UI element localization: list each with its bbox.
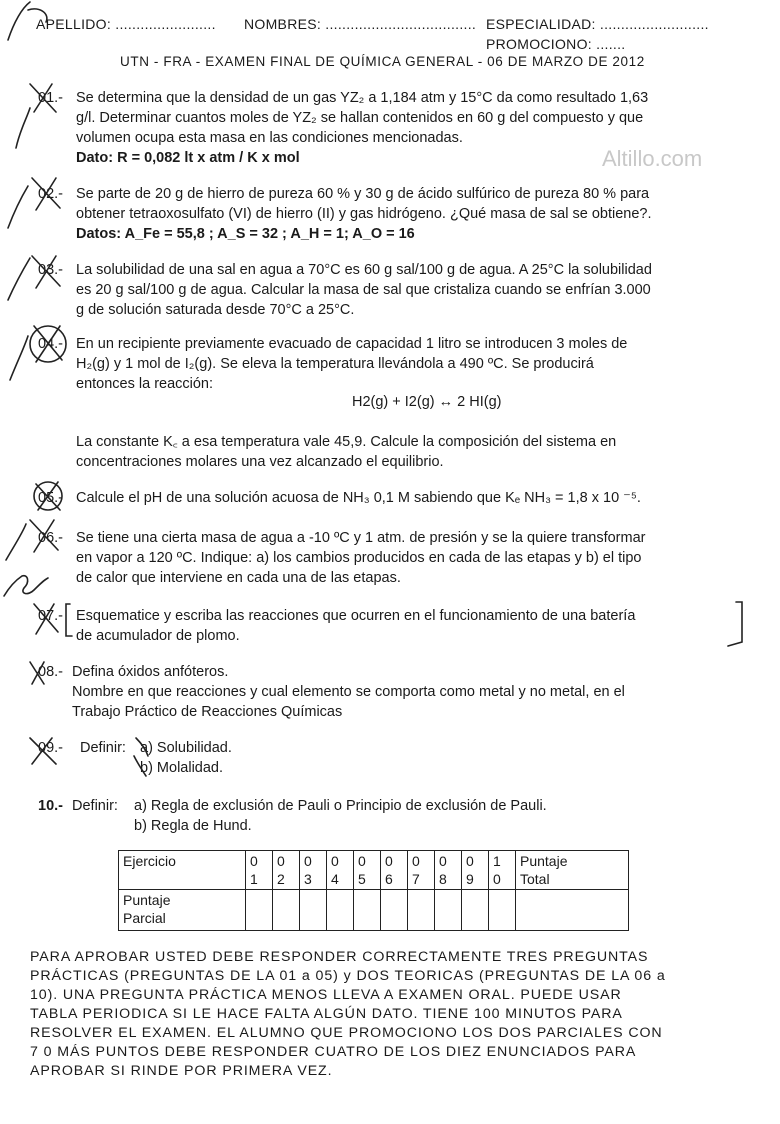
text-line: Esquematice y escriba las reacciones que ocurren en el funcionamiento de una batería	[76, 608, 636, 624]
question-number: 02.-	[38, 186, 63, 202]
promociono-field-label: PROMOCIONO: .......	[486, 36, 626, 52]
text-line: b) Regla de Hund.	[134, 818, 252, 834]
text-line: en vapor a 120 ºC. Indique: a) los cambios producidos en cada de las etapas y b) el tipo	[76, 550, 642, 566]
text-line: La constante K꜀ a esa temperatura vale 45,9. Calcule la composición del sistema en	[76, 434, 617, 450]
cross-mark-1	[30, 84, 56, 112]
question-number: 05.-	[38, 490, 63, 506]
cross-mark-6	[30, 520, 58, 552]
text-line: En un recipiente previamente evacuado de capacidad 1 litro se introducen 3 moles de	[76, 336, 628, 352]
text-line: g de solución saturada desde 70°C a 25°C.	[76, 302, 355, 318]
text-line: entonces la reacción:	[76, 376, 214, 392]
question-number: 10.-	[38, 798, 63, 814]
text-line: Trabajo Práctico de Reacciones Químicas	[72, 704, 343, 720]
partial-score-label: Puntaje Parcial	[119, 890, 246, 931]
cross-mark-7	[34, 604, 58, 634]
text-line: Calcule el pH de una solución acuosa de NH₃ 0,1 M sabiendo que Kₑ NH₃ = 1,8 x 10 ⁻⁵.	[76, 490, 641, 506]
exam-title: UTN - FRA - EXAMEN FINAL DE QUÍMICA GENERAL - 06 DE MARZO DE 2012	[120, 54, 645, 69]
text-line: volumen ocupa esta masa en las condiciones mencionadas.	[76, 130, 463, 146]
instruction-line: TABLA PERIODICA SI LE HACE FALTA ALGÚN DATO. TIENE 100 MINUTOS PARA	[30, 1006, 623, 1022]
question-1-data: Dato: R = 0,082 lt x atm / K x mol	[76, 150, 300, 166]
exercise-cell: 0 9	[462, 851, 489, 890]
text-line: Se parte de 20 g de hierro de pureza 60 % y 30 g de ácido sulfúrico de pureza 80 % para	[76, 186, 650, 202]
text-line: es 20 g sal/100 g de agua. Calcular la masa de sal que cristaliza cuando se enfrían 3.000	[76, 282, 651, 298]
cross-mark-9	[30, 738, 56, 764]
question-number: 03.-	[38, 262, 63, 278]
table-header-cell: Ejercicio	[119, 851, 246, 890]
text-line: La solubilidad de una sal en agua a 70°C es 60 g sal/100 g de agua. A 25°C la solubilidad	[76, 262, 652, 278]
exercise-cell: 0 2	[273, 851, 300, 890]
exercise-cell: 0 6	[381, 851, 408, 890]
exercise-cell: 0 8	[435, 851, 462, 890]
text-line: Se tiene una cierta masa de agua a -10 ºC y 1 atm. de presión y se la quiere transformar	[76, 530, 646, 546]
instruction-line: RESOLVER EL EXAMEN. EL ALUMNO QUE PROMOCIONO LOS DOS PARCIALES CON	[30, 1025, 663, 1041]
exercise-cell: 0 1	[246, 851, 273, 890]
question-9-label: Definir:	[80, 740, 126, 756]
cross-mark-8	[30, 662, 44, 684]
text-line: obtener tetraoxosulfato (VI) de hierro (II) y gas hidrógeno. ¿Qué masa de sal se obtiene?.	[76, 206, 652, 222]
question-number: 06.-	[38, 530, 63, 546]
text-line: a) Regla de exclusión de Pauli o Principio de exclusión de Pauli.	[134, 798, 547, 814]
question-number: 01.-	[38, 90, 63, 106]
instruction-line: PRÁCTICAS (PREGUNTAS DE LA 01 a 05) y DOS TEORICAS (PREGUNTAS DE LA 06 a	[30, 968, 666, 984]
reaction-equation: H2(g) + I2(g) ↔ 2 HI(g)	[352, 394, 502, 410]
text-line: b) Molalidad.	[140, 760, 224, 776]
text-line: Nombre en que reacciones y cual elemento se comporta como metal y no metal, en el	[72, 684, 625, 700]
question-number: 07.-	[38, 608, 63, 624]
text-line: concentraciones molares una vez alcanzado el equilibrio.	[76, 454, 444, 470]
question-number: 04.-	[38, 336, 63, 352]
text-line: a) Solubilidad.	[140, 740, 232, 756]
exercise-cell: 0 7	[408, 851, 435, 890]
exercise-cell: 1 0	[489, 851, 516, 890]
instruction-line: 10). UNA PREGUNTA PRÁCTICA MENOS LLEVA A EXAMEN ORAL. PUEDE USAR	[30, 987, 622, 1003]
nombres-field-label: NOMBRES: ....................................	[244, 16, 477, 32]
question-number: 09.-	[38, 740, 63, 756]
question-10-label: Definir:	[72, 798, 118, 814]
instruction-line: PARA APROBAR USTED DEBE RESPONDER CORRECTAMENTE TRES PREGUNTAS	[30, 949, 649, 965]
exercise-cell: 0 3	[300, 851, 327, 890]
cross-mark-3	[32, 256, 60, 288]
text-line: g/l. Determinar cuantos moles de YZ₂ se hallan contenidos en 60 g del compuesto y que	[76, 110, 644, 126]
text-line: H₂(g) y 1 mol de I₂(g). Se eleva la temperatura llevándola a 490 ºC. Se producirá	[76, 356, 594, 372]
watermark-logo: Altillo.com	[602, 146, 703, 171]
text-line: de calor que interviene en cada una de las etapas.	[76, 570, 401, 586]
exercise-cell: 0 5	[354, 851, 381, 890]
cross-mark-2	[32, 178, 60, 210]
especialidad-field-label: ESPECIALIDAD: ..........................	[486, 16, 709, 32]
apellido-field-label: APELLIDO: ........................	[36, 16, 216, 32]
instruction-line: APROBAR SI RINDE POR PRIMERA VEZ.	[30, 1063, 333, 1079]
text-line: Defina óxidos anfóteros.	[72, 664, 229, 680]
question-2-data: Datos: A_Fe = 55,8 ; A_S = 32 ; A_H = 1; A_O = 16	[76, 226, 415, 242]
text-line: de acumulador de plomo.	[76, 628, 240, 644]
question-number: 08.-	[38, 664, 63, 680]
instruction-line: 7 0 MÁS PUNTOS DEBE RESPONDER CUATRO DE LOS DIEZ ENUNCIADOS PARA	[30, 1044, 637, 1060]
exercise-cell: 0 4	[327, 851, 354, 890]
text-line: Se determina que la densidad de un gas YZ₂ a 1,184 atm y 15°C da como resultado 1,63	[76, 90, 649, 106]
total-header-cell: Puntaje Total	[516, 851, 629, 890]
